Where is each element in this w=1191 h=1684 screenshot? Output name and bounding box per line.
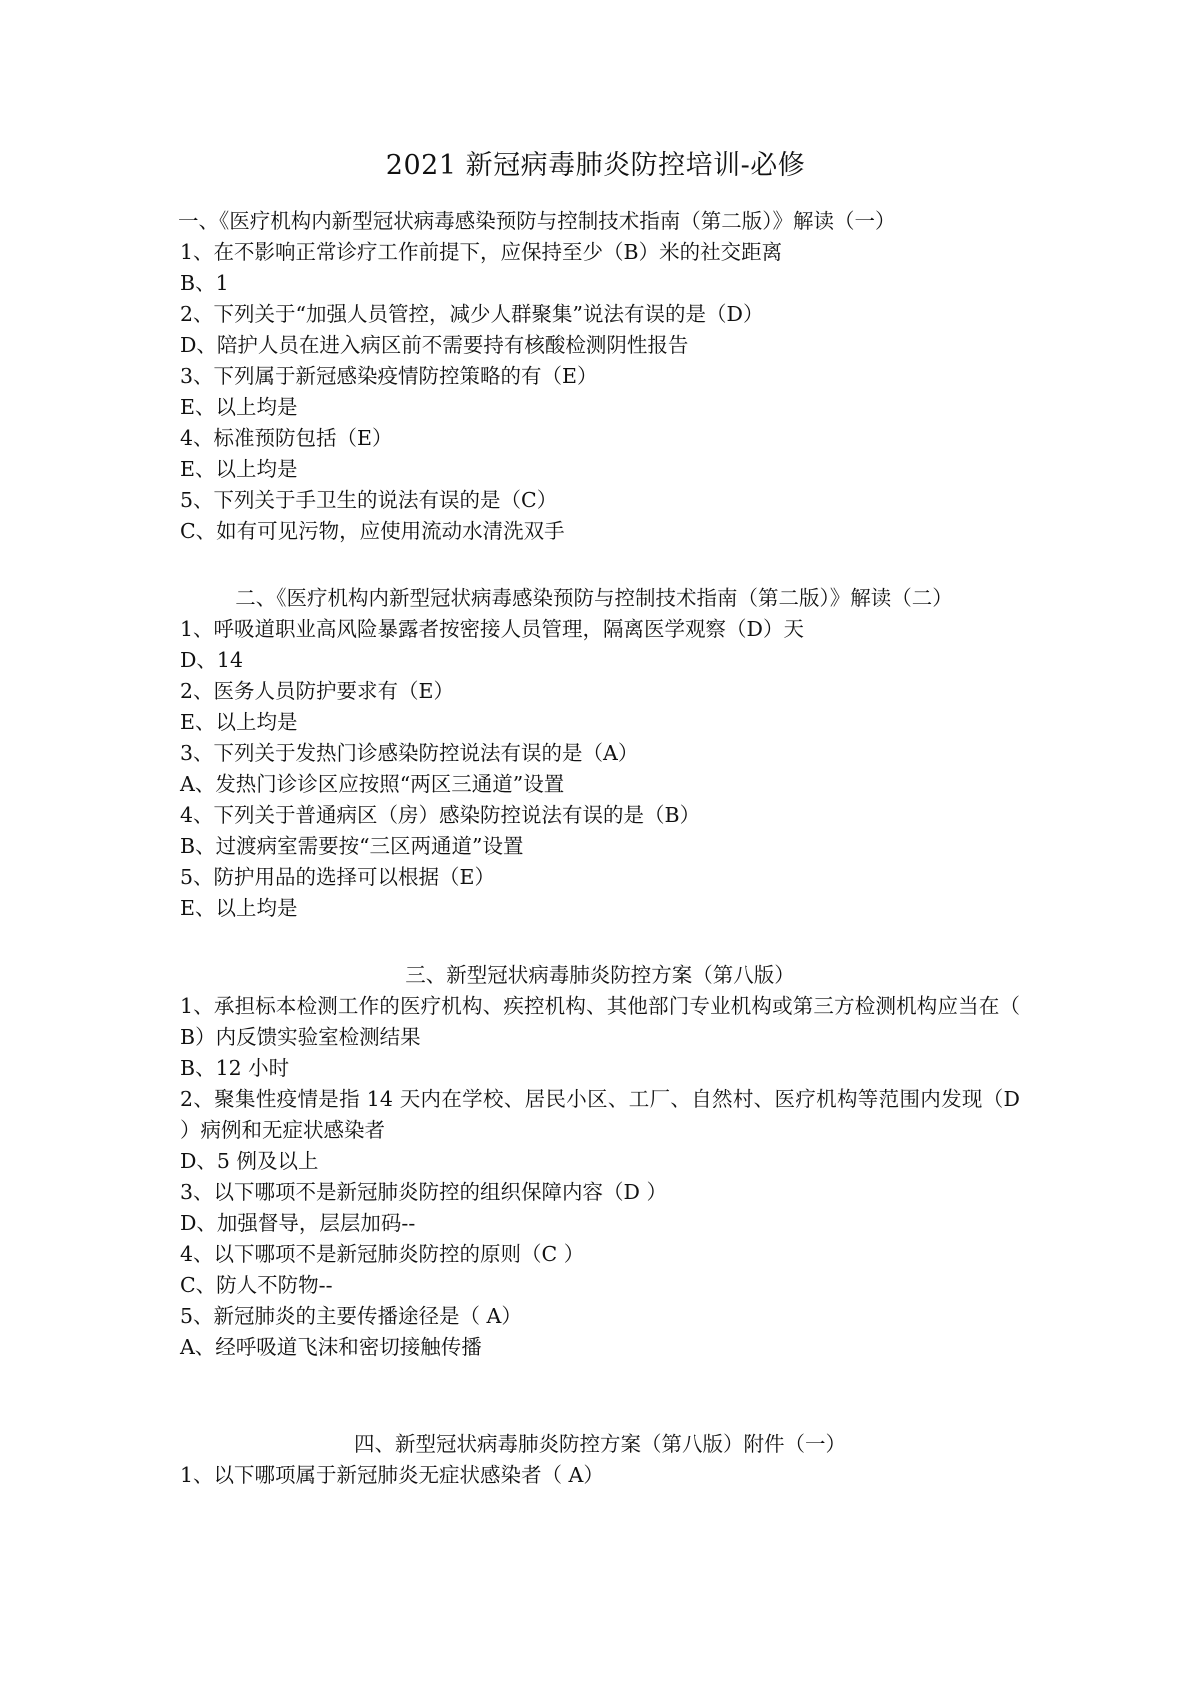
section-heading-3: 三、新型冠状病毒肺炎防控方案（第八版） xyxy=(405,963,795,987)
section-heading-1: 一、《医疗机构内新型冠状病毒感染预防与控制技术指南（第二版）》解读（一） xyxy=(178,209,896,233)
answer-line: E、以上均是 xyxy=(180,395,298,419)
question-line: 4、下列关于普通病区（房）感染防控说法有误的是（B） xyxy=(180,803,701,827)
question-line: 1、以下哪项属于新冠肺炎无症状感染者（ A） xyxy=(180,1463,604,1487)
question-line: 2、医务人员防护要求有（E） xyxy=(180,679,455,703)
document-title: 2021 新冠病毒肺炎防控培训-必修 xyxy=(385,150,806,181)
section-spacer xyxy=(180,547,1020,583)
section-spacer xyxy=(180,924,1020,960)
document-body xyxy=(180,206,1020,1491)
question-line: 3、下列属于新冠感染疫情防控策略的有（E） xyxy=(180,364,598,388)
answer-line: E、以上均是 xyxy=(180,896,298,920)
answer-line: E、以上均是 xyxy=(180,710,298,734)
answer-line: D、5 例及以上 xyxy=(180,1149,319,1173)
question-line: 5、下列关于手卫生的说法有误的是（C） xyxy=(180,488,558,512)
question-line: 4、以下哪项不是新冠肺炎防控的原则（C ） xyxy=(180,1242,585,1266)
question-line: 1、承担标本检测工作的医疗机构、疾控机构、其他部门专业机构或第三方检测机构应当在（ B）内反馈实验室检测结果 xyxy=(180,994,1020,1049)
question-line: 2、聚集性疫情是指 14 天内在学校、居民小区、工厂、自然村、医疗机构等范围内发现（D ）病例和无症状感染者 xyxy=(180,1087,1020,1142)
answer-line: A、经呼吸道飞沫和密切接触传播 xyxy=(180,1335,482,1359)
answer-line: D、14 xyxy=(180,648,244,672)
question-line: 5、新冠肺炎的主要传播途径是（ A） xyxy=(180,1304,522,1328)
answer-line: B、1 xyxy=(180,271,229,295)
question-line: 3、下列关于发热门诊感染防控说法有误的是（A） xyxy=(180,741,639,765)
answer-line: B、12 小时 xyxy=(180,1056,290,1080)
answer-line: B、过渡病室需要按“三区两通道”设置 xyxy=(180,834,524,858)
section-heading-4: 四、新型冠状病毒肺炎防控方案（第八版）附件（一） xyxy=(354,1432,846,1456)
question-line: 1、在不影响正常诊疗工作前提下，应保持至少（B）米的社交距离 xyxy=(180,240,783,264)
answer-line: E、以上均是 xyxy=(180,457,298,481)
question-line: 1、呼吸道职业高风险暴露者按密接人员管理，隔离医学观察（D）天 xyxy=(180,617,804,641)
question-line: 3、以下哪项不是新冠肺炎防控的组织保障内容（D ） xyxy=(180,1180,667,1204)
answer-line: C、防人不防物-- xyxy=(180,1273,333,1297)
answer-line: D、陪护人员在进入病区前不需要持有核酸检测阴性报告 xyxy=(180,333,689,357)
question-line: 5、防护用品的选择可以根据（E） xyxy=(180,865,496,889)
section-heading-2: 二、《医疗机构内新型冠状病毒感染预防与控制技术指南（第二版）》解读（二） xyxy=(235,586,953,610)
question-line: 2、下列关于“加强人员管控，减少人群聚集”说法有误的是（D） xyxy=(180,302,764,326)
answer-line: D、加强督导，层层加码-- xyxy=(180,1211,416,1235)
section-spacer xyxy=(180,1363,1020,1429)
answer-line: C、如有可见污物，应使用流动水清洗双手 xyxy=(180,519,565,543)
answer-line: A、发热门诊诊区应按照“两区三通道”设置 xyxy=(180,772,565,796)
question-line: 4、标准预防包括（E） xyxy=(180,426,393,450)
